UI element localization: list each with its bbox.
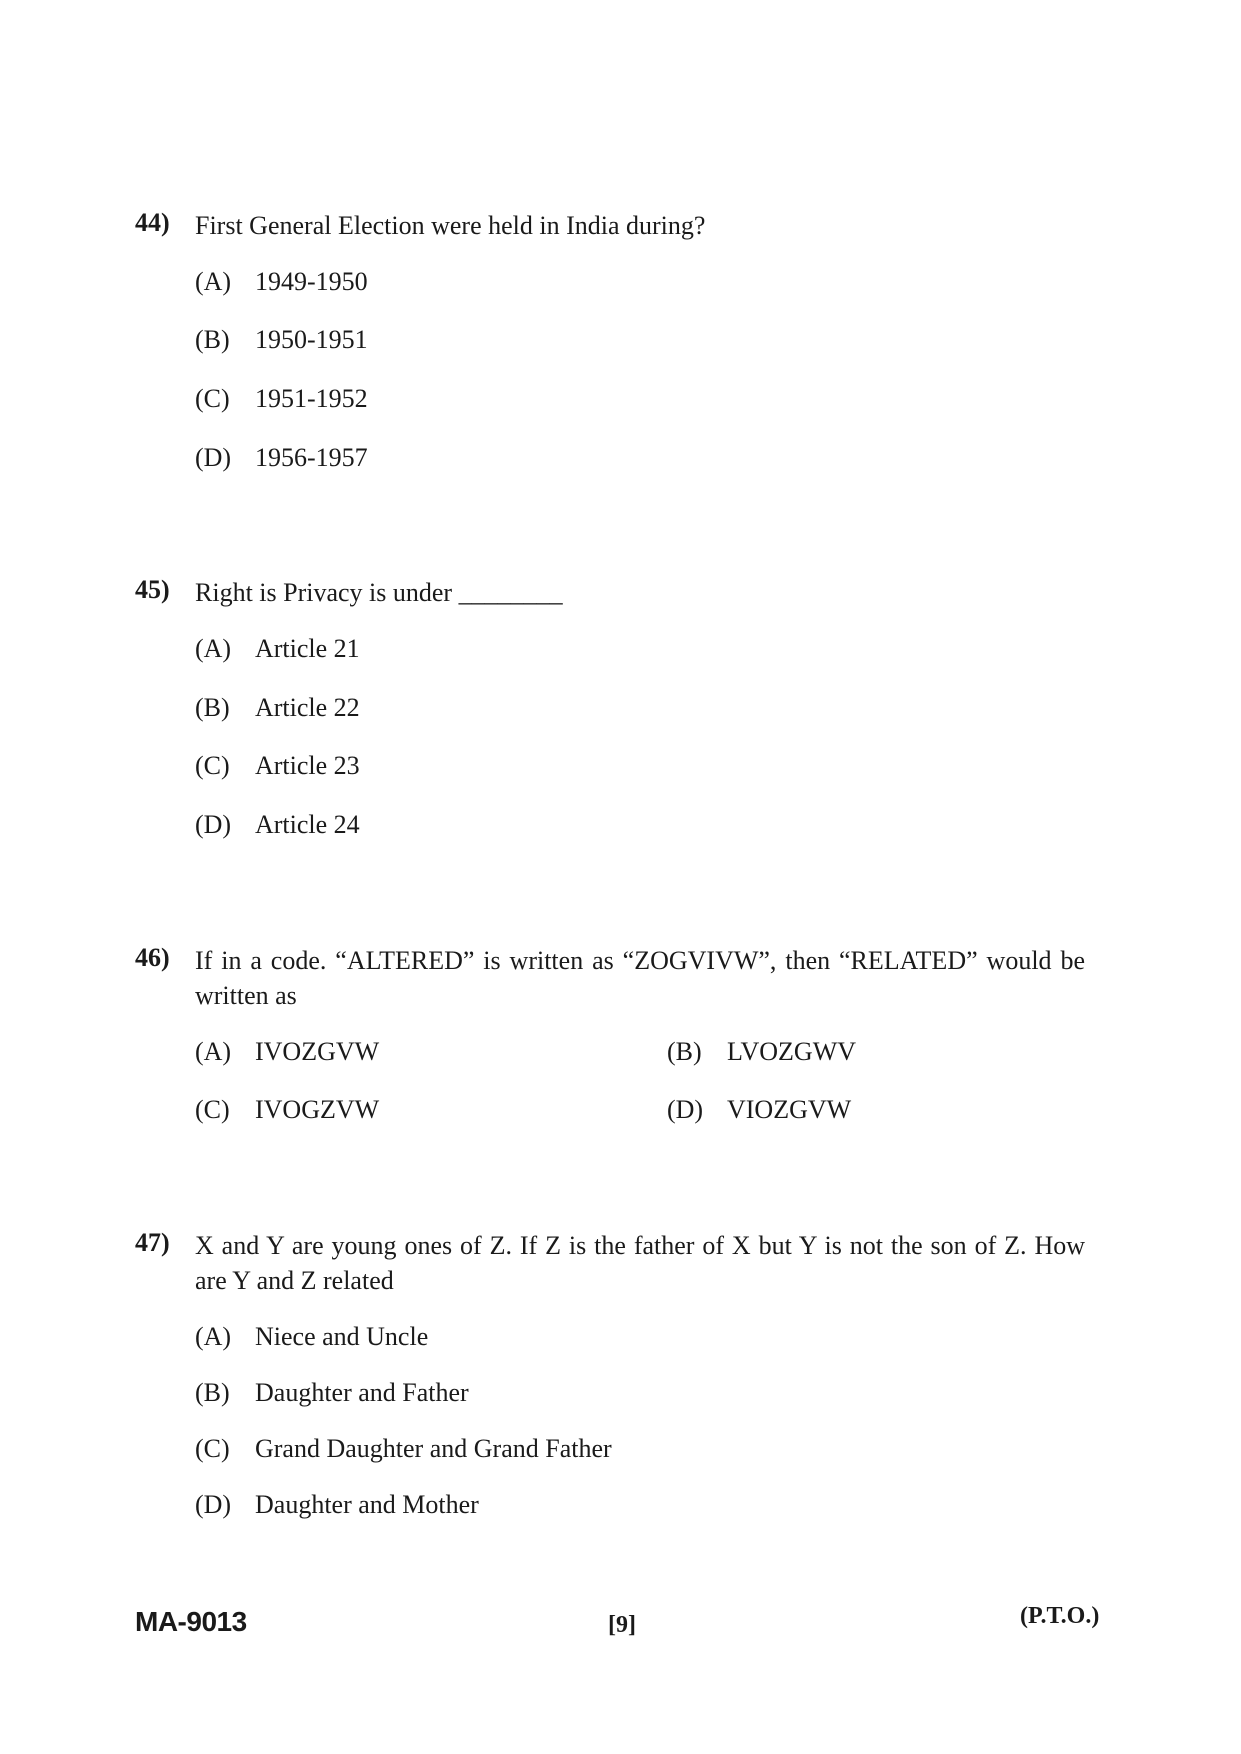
option-c: (C) Grand Daughter and Grand Father: [195, 1434, 612, 1463]
question-text: X and Y are young ones of Z. If Z is the father of X but Y is not the son of Z. How are Y and Z related: [195, 1231, 1085, 1295]
option-d: (D) Daughter and Mother: [195, 1490, 479, 1519]
option-b: (B) LVOZGWV: [667, 1037, 857, 1066]
option-a: (A) Niece and Uncle: [195, 1322, 429, 1351]
question-number: 47): [135, 1228, 170, 1257]
option-a: (A) Article 21: [195, 634, 360, 663]
option-d: (D) 1956-1957: [195, 443, 368, 472]
option-b: (B) 1950-1951: [195, 325, 368, 354]
question-number: 46): [135, 943, 170, 972]
page-number: [9]: [608, 1612, 636, 1638]
option-c: (C) Article 23: [195, 751, 360, 780]
option-b: (B) Article 22: [195, 693, 360, 722]
option-a: (A) IVOZGVW: [195, 1037, 380, 1066]
paper-code: MA-9013: [135, 1606, 247, 1637]
question-text: Right is Privacy is under ________: [195, 578, 563, 607]
option-c: (C) 1951-1952: [195, 384, 368, 413]
option-b: (B) Daughter and Father: [195, 1378, 469, 1407]
question-number: 44): [135, 208, 170, 237]
option-a: (A) 1949-1950: [195, 267, 368, 296]
option-d: (D) VIOZGVW: [667, 1095, 852, 1124]
option-d: (D) Article 24: [195, 810, 360, 839]
question-text: If in a code. “ALTERED” is written as “ZOGVIVW”, then “RELATED” would be written as: [195, 946, 1085, 1010]
option-c: (C) IVOGZVW: [195, 1095, 380, 1124]
question-number: 45): [135, 575, 170, 604]
question-text: First General Election were held in India during?: [195, 211, 706, 240]
please-turn-over: (P.T.O.): [1020, 1603, 1100, 1629]
